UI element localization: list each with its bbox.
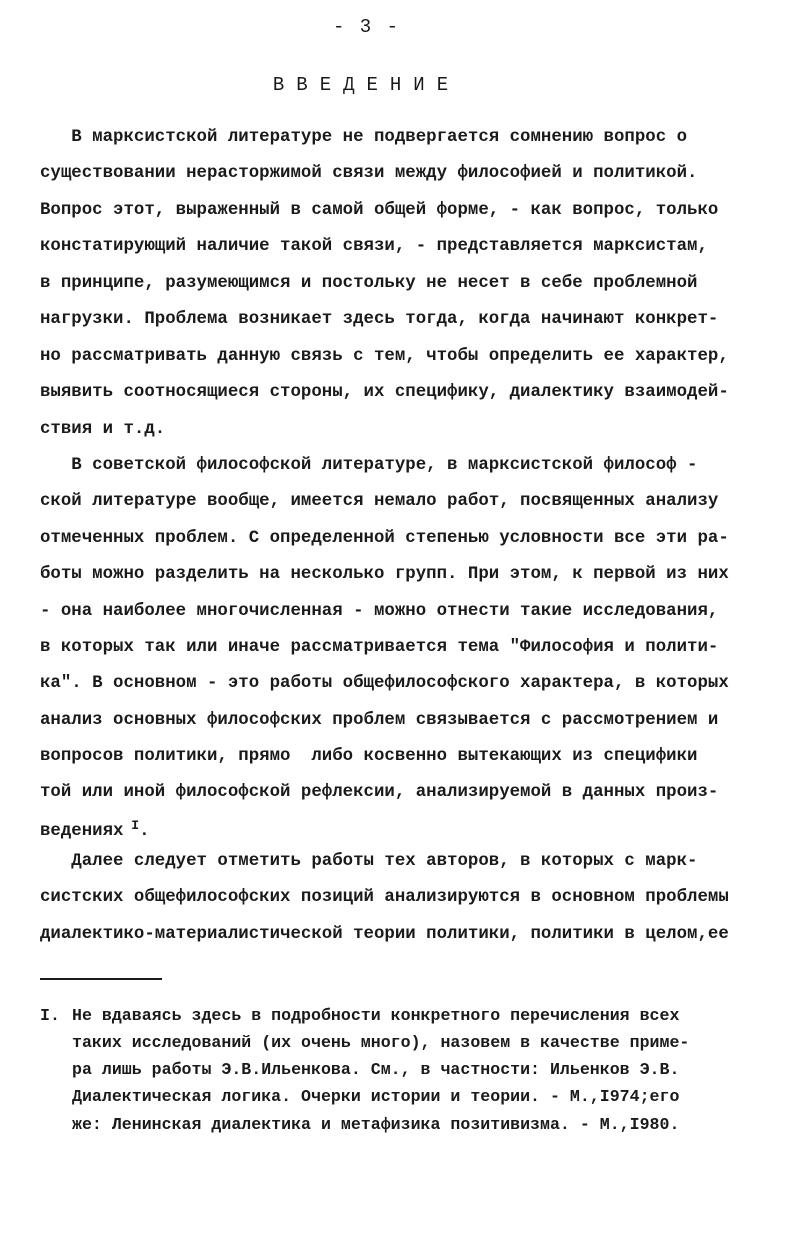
- body-line: [40, 199, 718, 223]
- body-line: [40, 162, 697, 186]
- body-line-text: В советской философской литературе, в марксистской философ -: [40, 456, 698, 475]
- body-line: [40, 272, 697, 296]
- body-line: [40, 235, 708, 259]
- body-line: [40, 126, 687, 150]
- body-line: [40, 745, 697, 769]
- body-line-text: но рассматривать данную связь с тем, чтобы определить ее характер,: [40, 347, 729, 366]
- footnote-reference-period: .: [139, 822, 150, 841]
- body-line-text: Далее следует отметить работы тех авторов, в которых с марк-: [40, 852, 698, 871]
- body-line-text: - она наиболее многочисленная - можно отнести такие исследования,: [40, 602, 719, 621]
- body-line: [40, 490, 718, 514]
- body-line: [40, 636, 718, 660]
- body-line: [40, 418, 165, 442]
- footnote-reference[interactable]: I: [123, 818, 140, 833]
- body-line: [40, 709, 718, 733]
- section-title: ВВЕДЕНИЕ: [272, 74, 461, 96]
- body-line-text: диалектико-материалистической теории политики, политики в целом,ее: [40, 925, 729, 944]
- body-line-text: ской литературе вообще, имеется немало работ, посвященных анализу: [40, 492, 719, 511]
- body-line: [40, 672, 729, 696]
- body-line: [40, 923, 729, 947]
- page-number: - 3 -: [332, 16, 400, 38]
- body-line: [40, 781, 718, 805]
- body-line-text: В марксистской литературе не подвергается сомнению вопрос о: [40, 128, 688, 147]
- body-line: [40, 850, 697, 874]
- body-line: [40, 600, 718, 624]
- footnote-line: же: Ленинская диалектика и метафизика позитивизма. - М.,I980.: [72, 1115, 680, 1134]
- body-line: [40, 814, 150, 844]
- body-line-text: в которых так или иначе рассматривается тема "Философия и полити-: [40, 638, 719, 657]
- body-line-text: нагрузки. Проблема возникает здесь тогда, когда начинают конкрет-: [40, 310, 719, 329]
- body-line: [40, 308, 718, 332]
- footnote-separator: [40, 978, 162, 980]
- body-line-text: боты можно разделить на несколько групп. При этом, к первой из них: [40, 565, 729, 584]
- body-line-text: ведениях: [40, 822, 124, 841]
- body-line-text: отмеченных проблем. С определенной степенью условности все эти ра-: [40, 529, 729, 548]
- body-line: [40, 345, 729, 369]
- body-line-text: анализ основных философских проблем связывается с рассмотрением и: [40, 711, 719, 730]
- body-line-text: систских общефилософских позиций анализируются в основном проблемы: [40, 888, 729, 907]
- footnote-line: ра лишь работы Э.В.Ильенкова. См., в частности: Ильенков Э.В.: [72, 1060, 680, 1079]
- body-line-text: выявить соотносящиеся стороны, их специфику, диалектику взаимодей-: [40, 383, 729, 402]
- body-line: [40, 563, 729, 587]
- footnote-line: таких исследований (их очень много), назовем в качестве приме-: [72, 1033, 690, 1052]
- body-line-text: в принципе, разумеющимся и постольку не несет в себе проблемной: [40, 274, 698, 293]
- footnote-line: Диалектическая логика. Очерки истории и теории. - М.,I974;его: [72, 1087, 680, 1106]
- body-line: [40, 527, 729, 551]
- body-line: [40, 886, 729, 910]
- body-line-text: той или иной философской рефлексии, анализируемой в данных произ-: [40, 783, 719, 802]
- footnote-line: Не вдаваясь здесь в подробности конкретного перечисления всех: [72, 1006, 680, 1025]
- footnote-marker: I.: [40, 1006, 60, 1025]
- body-line-text: ка". В основном - это работы общефилософского характера, в которых: [40, 674, 729, 693]
- body-line-text: Вопрос этот, выраженный в самой общей форме, - как вопрос, только: [40, 201, 719, 220]
- body-line-text: констатирующий наличие такой связи, - представляется марксистам,: [40, 237, 708, 256]
- body-line: [40, 381, 729, 405]
- body-line-text: существовании нерасторжимой связи между философией и политикой.: [40, 164, 698, 183]
- body-line-text: вопросов политики, прямо либо косвенно вытекающих из специфики: [40, 747, 698, 766]
- body-line: [40, 454, 697, 478]
- body-line-text: ствия и т.д.: [40, 420, 166, 439]
